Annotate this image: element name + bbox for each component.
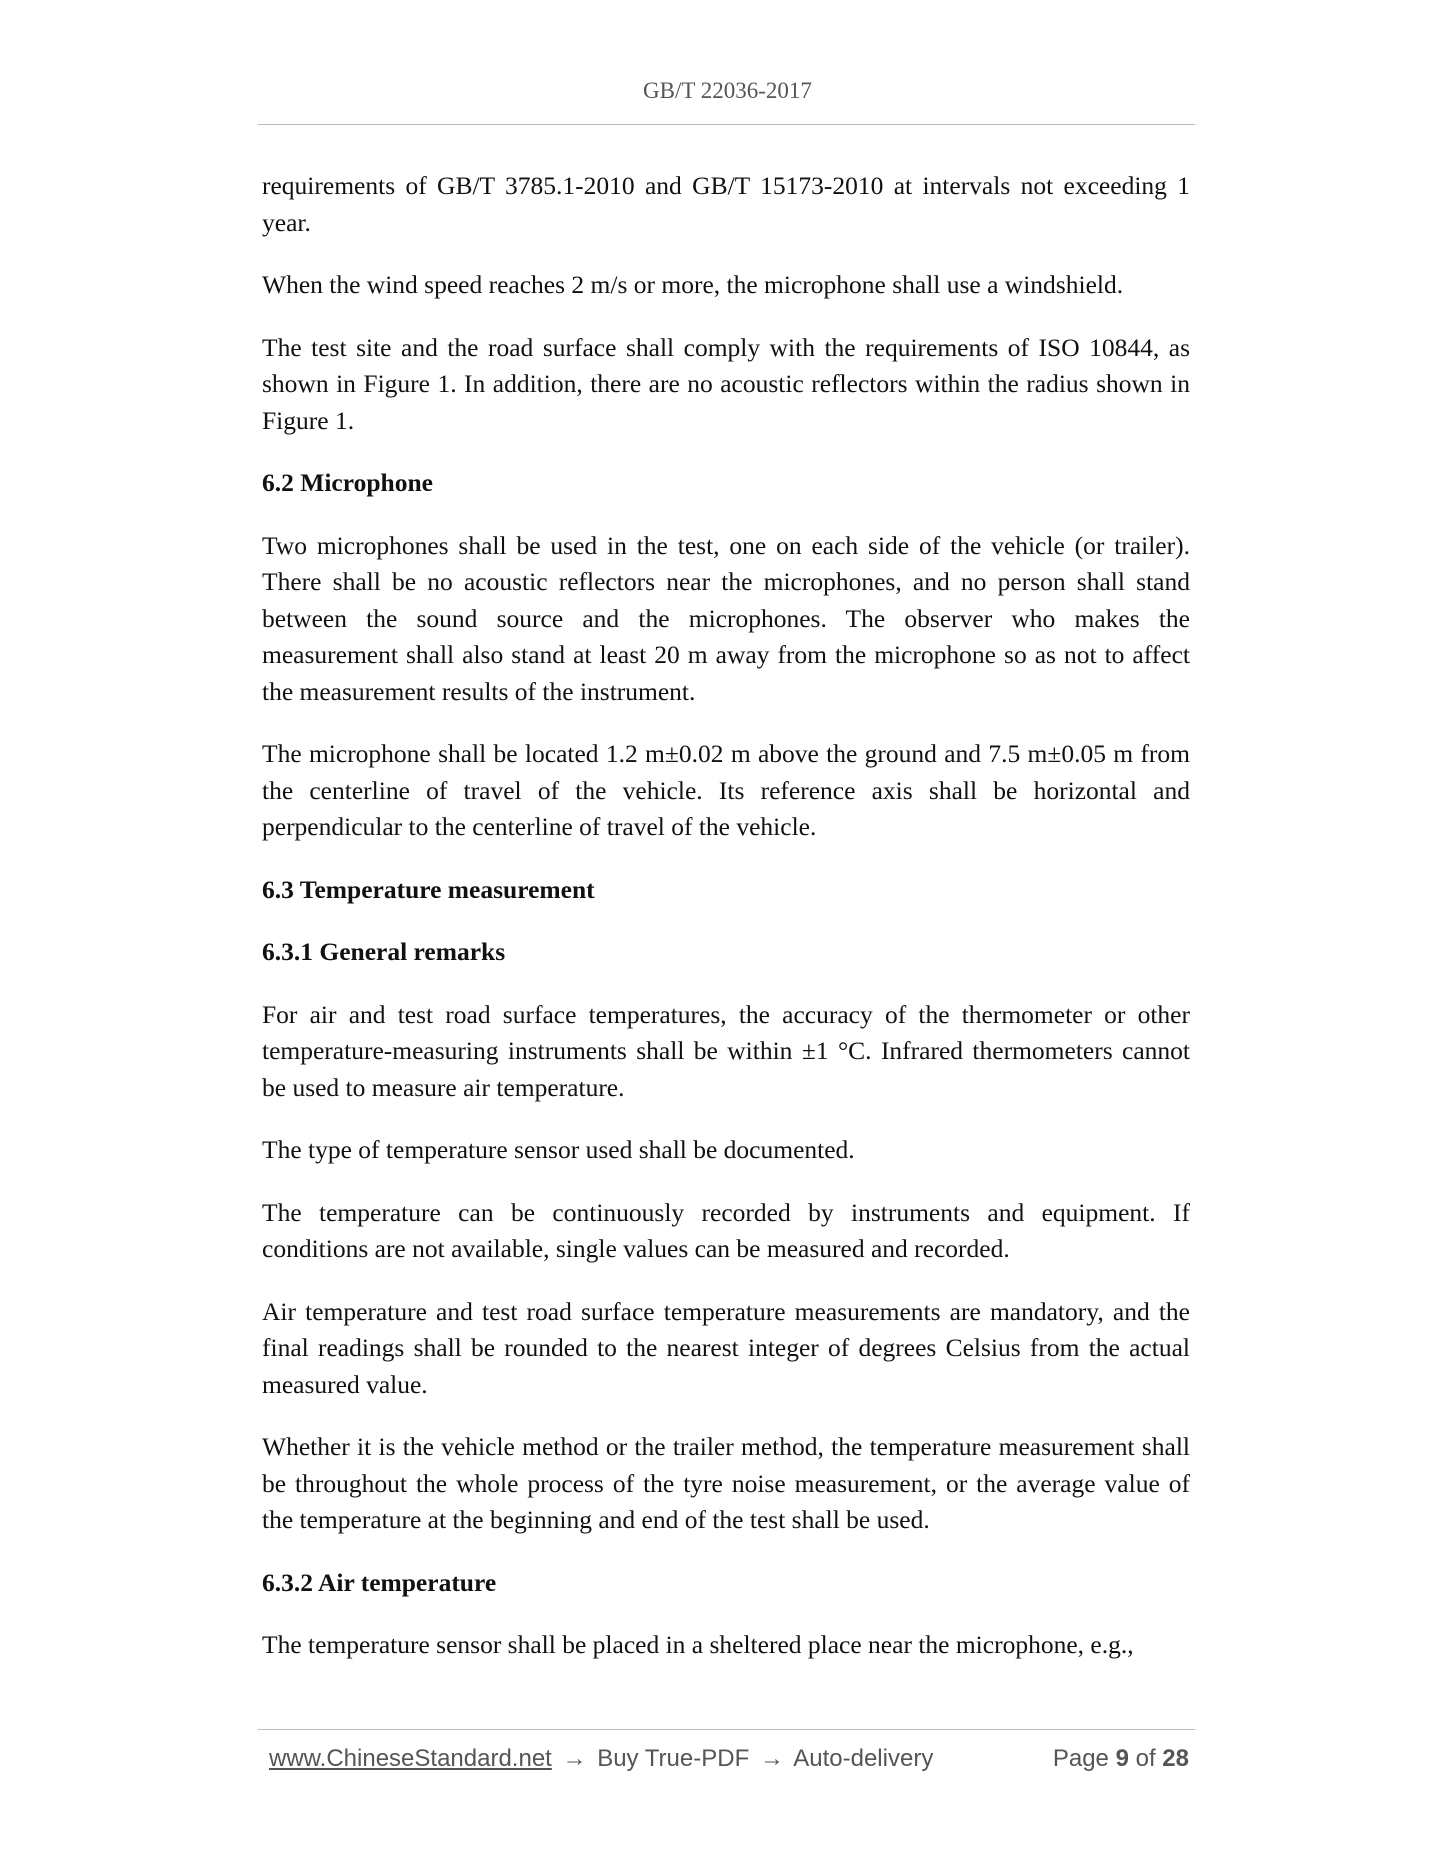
section-heading-6-3: 6.3 Temperature measurement bbox=[262, 874, 595, 904]
header-divider bbox=[258, 124, 1195, 125]
buy-pdf-text: Buy True-PDF bbox=[597, 1745, 750, 1772]
paragraph: The test site and the road surface shall comply with the requirements of ISO 10844, as shown in Figure 1. In addition, there are no acoustic reflectors within the radius shown in Figure 1. bbox=[262, 332, 1190, 435]
page-label: Page bbox=[1052, 1745, 1109, 1772]
paragraph: When the wind speed reaches 2 m/s or more, the microphone shall use a windshield. bbox=[262, 270, 1124, 299]
page-number bbox=[1053, 1745, 1189, 1773]
paragraph: requirements of GB/T 3785.1-2010 and GB/T 15173-2010 at intervals not exceeding 1 year. bbox=[262, 171, 1190, 237]
page-header-doc-id: GB/T 22036-2017 bbox=[643, 78, 812, 103]
page-total: 28 bbox=[1162, 1745, 1189, 1772]
paragraph: The microphone shall be located 1.2 m±0.02 m above the ground and 7.5 m±0.05 m from the centerline of travel of the vehicle. Its reference axis shall be horizontal and perpendicular to the centerline of travel of the vehicle. bbox=[262, 739, 1190, 841]
footer-divider bbox=[258, 1729, 1195, 1730]
paragraph: The temperature sensor shall be placed in a sheltered place near the microphone, e.g., bbox=[262, 1630, 1134, 1659]
page-footer bbox=[269, 1745, 1189, 1781]
paragraph: The type of temperature sensor used shall be documented. bbox=[262, 1135, 855, 1164]
paragraph: For air and test road surface temperatures, the accuracy of the thermometer or other temperature-measuring instruments shall be within ±1 °C. Infrared thermometers cannot be used to measure air temperature. bbox=[262, 999, 1190, 1102]
arrow-right-icon: → bbox=[562, 1745, 587, 1772]
of-label: of bbox=[1135, 1745, 1156, 1772]
section-heading-6-3-2: 6.3.2 Air temperature bbox=[262, 1567, 497, 1597]
paragraph: Two microphones shall be used in the test, one on each side of the vehicle (or trailer). There shall be no acoustic reflectors near the microphones, and no person shall stand between the sound source and the microphones. The observer who makes the measurement shall also stand at least 20 m away from the microphone so as not to affect the measurement results of the instrument. bbox=[262, 530, 1190, 706]
site-link[interactable]: www.ChineseStandard.net bbox=[269, 1745, 552, 1772]
auto-delivery-text: Auto-delivery bbox=[793, 1745, 934, 1772]
section-heading-6-2: 6.2 Microphone bbox=[262, 468, 433, 497]
page-current: 9 bbox=[1115, 1745, 1129, 1772]
document-body bbox=[262, 168, 1190, 1690]
footer-promo bbox=[269, 1745, 933, 1773]
paragraph: The temperature can be continuously recorded by instruments and equipment. If conditions are not available, single values can be measured and recorded. bbox=[262, 1197, 1190, 1263]
paragraph: Air temperature and test road surface temperature measurements are mandatory, and the final readings shall be rounded to the nearest integer of degrees Celsius from the actual measured value. bbox=[262, 1296, 1190, 1399]
section-heading-6-3-1: 6.3.1 General remarks bbox=[262, 937, 506, 966]
arrow-right-icon: → bbox=[759, 1745, 784, 1772]
paragraph: Whether it is the vehicle method or the trailer method, the temperature measurement shall be throughout the whole process of the tyre noise measurement, or the average value of the temperature at the beginning and end of the test shall be used. bbox=[262, 1432, 1190, 1534]
